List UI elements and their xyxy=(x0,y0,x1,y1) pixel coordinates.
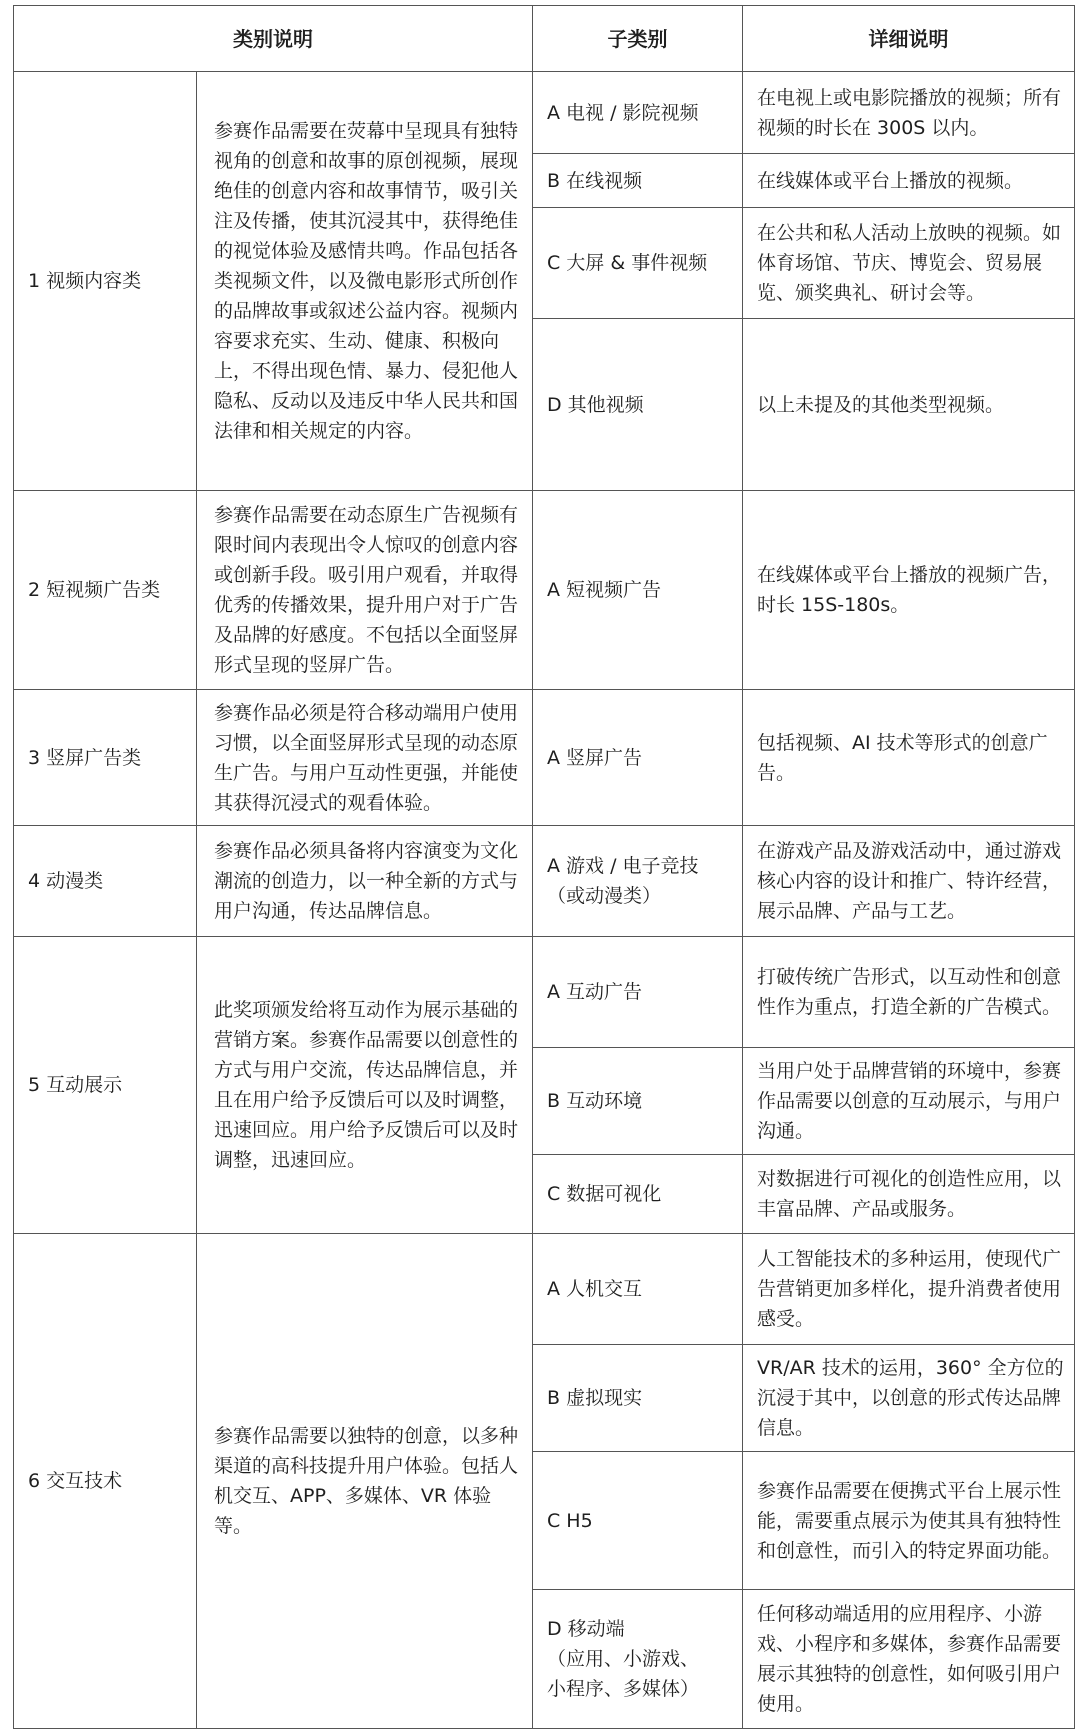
subcategory-name: D 移动端 （应用、小游戏、 小程序、多媒体） xyxy=(533,1590,743,1729)
header-row xyxy=(14,6,1075,72)
subcategory-name: B 在线视频 xyxy=(533,154,743,208)
subcategory-detail: VR/AR 技术的运用，360° 全方位的沉浸于其中，以创意的形式传达品牌信息。 xyxy=(743,1345,1075,1452)
subcategory-name: C 数据可视化 xyxy=(533,1155,743,1234)
subcategory-name: C H5 xyxy=(533,1452,743,1590)
subcategory-name: C 大屏 & 事件视频 xyxy=(533,208,743,319)
subcategory-detail: 在线媒体或平台上播放的视频。 xyxy=(743,154,1075,208)
subcategory-name: A 人机交互 xyxy=(533,1234,743,1345)
table-row xyxy=(14,1234,1075,1345)
subcategory-detail: 人工智能技术的多种运用，使现代广告营销更加多样化，提升消费者使用感受。 xyxy=(743,1234,1075,1345)
category-name: 6 交互技术 xyxy=(14,1234,197,1729)
subcategory-detail: 在公共和私人活动上放映的视频。如体育场馆、节庆、博览会、贸易展览、颁奖典礼、研讨会等。 xyxy=(743,208,1075,319)
category-description: 参赛作品必须是符合移动端用户使用习惯，以全面竖屏形式呈现的动态原生广告。与用户互动性更强，并能使其获得沉浸式的观看体验。 xyxy=(197,690,533,826)
table-row xyxy=(14,72,1075,154)
subcategory-detail: 包括视频、AI 技术等形式的创意广告。 xyxy=(743,690,1075,826)
header-subcategory: 子类别 xyxy=(533,6,743,72)
subcategory-name: A 短视频广告 xyxy=(533,491,743,690)
subcategory-detail: 对数据进行可视化的创造性应用，以丰富品牌、产品或服务。 xyxy=(743,1155,1075,1234)
subcategory-detail: 在游戏产品及游戏活动中，通过游戏核心内容的设计和推广、特许经营，展示品牌、产品与工艺。 xyxy=(743,826,1075,937)
subcategory-detail: 打破传统广告形式，以互动性和创意性作为重点，打造全新的广告模式。 xyxy=(743,937,1075,1048)
header-detail: 详细说明 xyxy=(743,6,1075,72)
header-category: 类别说明 xyxy=(14,6,533,72)
table-row xyxy=(14,491,1075,690)
category-description: 参赛作品必须具备将内容演变为文化潮流的创造力，以一种全新的方式与用户沟通，传达品牌信息。 xyxy=(197,826,533,937)
category-name: 4 动漫类 xyxy=(14,826,197,937)
category-description: 此奖项颁发给将互动作为展示基础的营销方案。参赛作品需要以创意性的方式与用户交流，传达品牌信息，并且在用户给予反馈后可以及时调整，迅速回应。用户给予反馈后可以及时调整，迅速回应。 xyxy=(197,937,533,1234)
category-description: 参赛作品需要在荧幕中呈现具有独特视角的创意和故事的原创视频，展现绝佳的创意内容和故事情节，吸引关注及传播，使其沉浸其中，获得绝佳的视觉体验及感情共鸣。作品包括各类视频文件，以及微电影形式所创作的品牌故事或叙述公益内容。视频内容要求充实、生动、健康、积极向上，不得出现色情、暴力、侵犯他人隐私、反动以及违反中华人民共和国法律和相关规定的内容。 xyxy=(197,72,533,491)
subcategory-name: A 游戏 / 电子竞技 （或动漫类） xyxy=(533,826,743,937)
subcategory-detail: 当用户处于品牌营销的环境中，参赛作品需要以创意的互动展示，与用户沟通。 xyxy=(743,1048,1075,1155)
category-name: 2 短视频广告类 xyxy=(14,491,197,690)
subcategory-name: B 互动环境 xyxy=(533,1048,743,1155)
subcategory-detail: 以上未提及的其他类型视频。 xyxy=(743,319,1075,491)
category-table xyxy=(13,5,1075,1729)
category-name: 1 视频内容类 xyxy=(14,72,197,491)
subcategory-name: A 电视 / 影院视频 xyxy=(533,72,743,154)
subcategory-name: B 虚拟现实 xyxy=(533,1345,743,1452)
subcategory-name: A 互动广告 xyxy=(533,937,743,1048)
subcategory-name: A 竖屏广告 xyxy=(533,690,743,826)
table-row xyxy=(14,690,1075,826)
category-description: 参赛作品需要以独特的创意，以多种渠道的高科技提升用户体验。包括人机交互、APP、多媒体、VR 体验等。 xyxy=(197,1234,533,1729)
subcategory-detail: 在电视上或电影院播放的视频；所有视频的时长在 300S 以内。 xyxy=(743,72,1075,154)
subcategory-detail: 任何移动端适用的应用程序、小游戏、小程序和多媒体，参赛作品需要展示其独特的创意性，如何吸引用户使用。 xyxy=(743,1590,1075,1729)
category-name: 5 互动展示 xyxy=(14,937,197,1234)
table-row xyxy=(14,937,1075,1048)
subcategory-name: D 其他视频 xyxy=(533,319,743,491)
category-description: 参赛作品需要在动态原生广告视频有限时间内表现出令人惊叹的创意内容或创新手段。吸引用户观看，并取得优秀的传播效果，提升用户对于广告及品牌的好感度。不包括以全面竖屏形式呈现的竖屏广告。 xyxy=(197,491,533,690)
subcategory-detail: 在线媒体或平台上播放的视频广告，时长 15S-180s。 xyxy=(743,491,1075,690)
subcategory-detail: 参赛作品需要在便携式平台上展示性能，需要重点展示为使其具有独特性和创意性，而引入的特定界面功能。 xyxy=(743,1452,1075,1590)
table-row xyxy=(14,826,1075,937)
category-name: 3 竖屏广告类 xyxy=(14,690,197,826)
